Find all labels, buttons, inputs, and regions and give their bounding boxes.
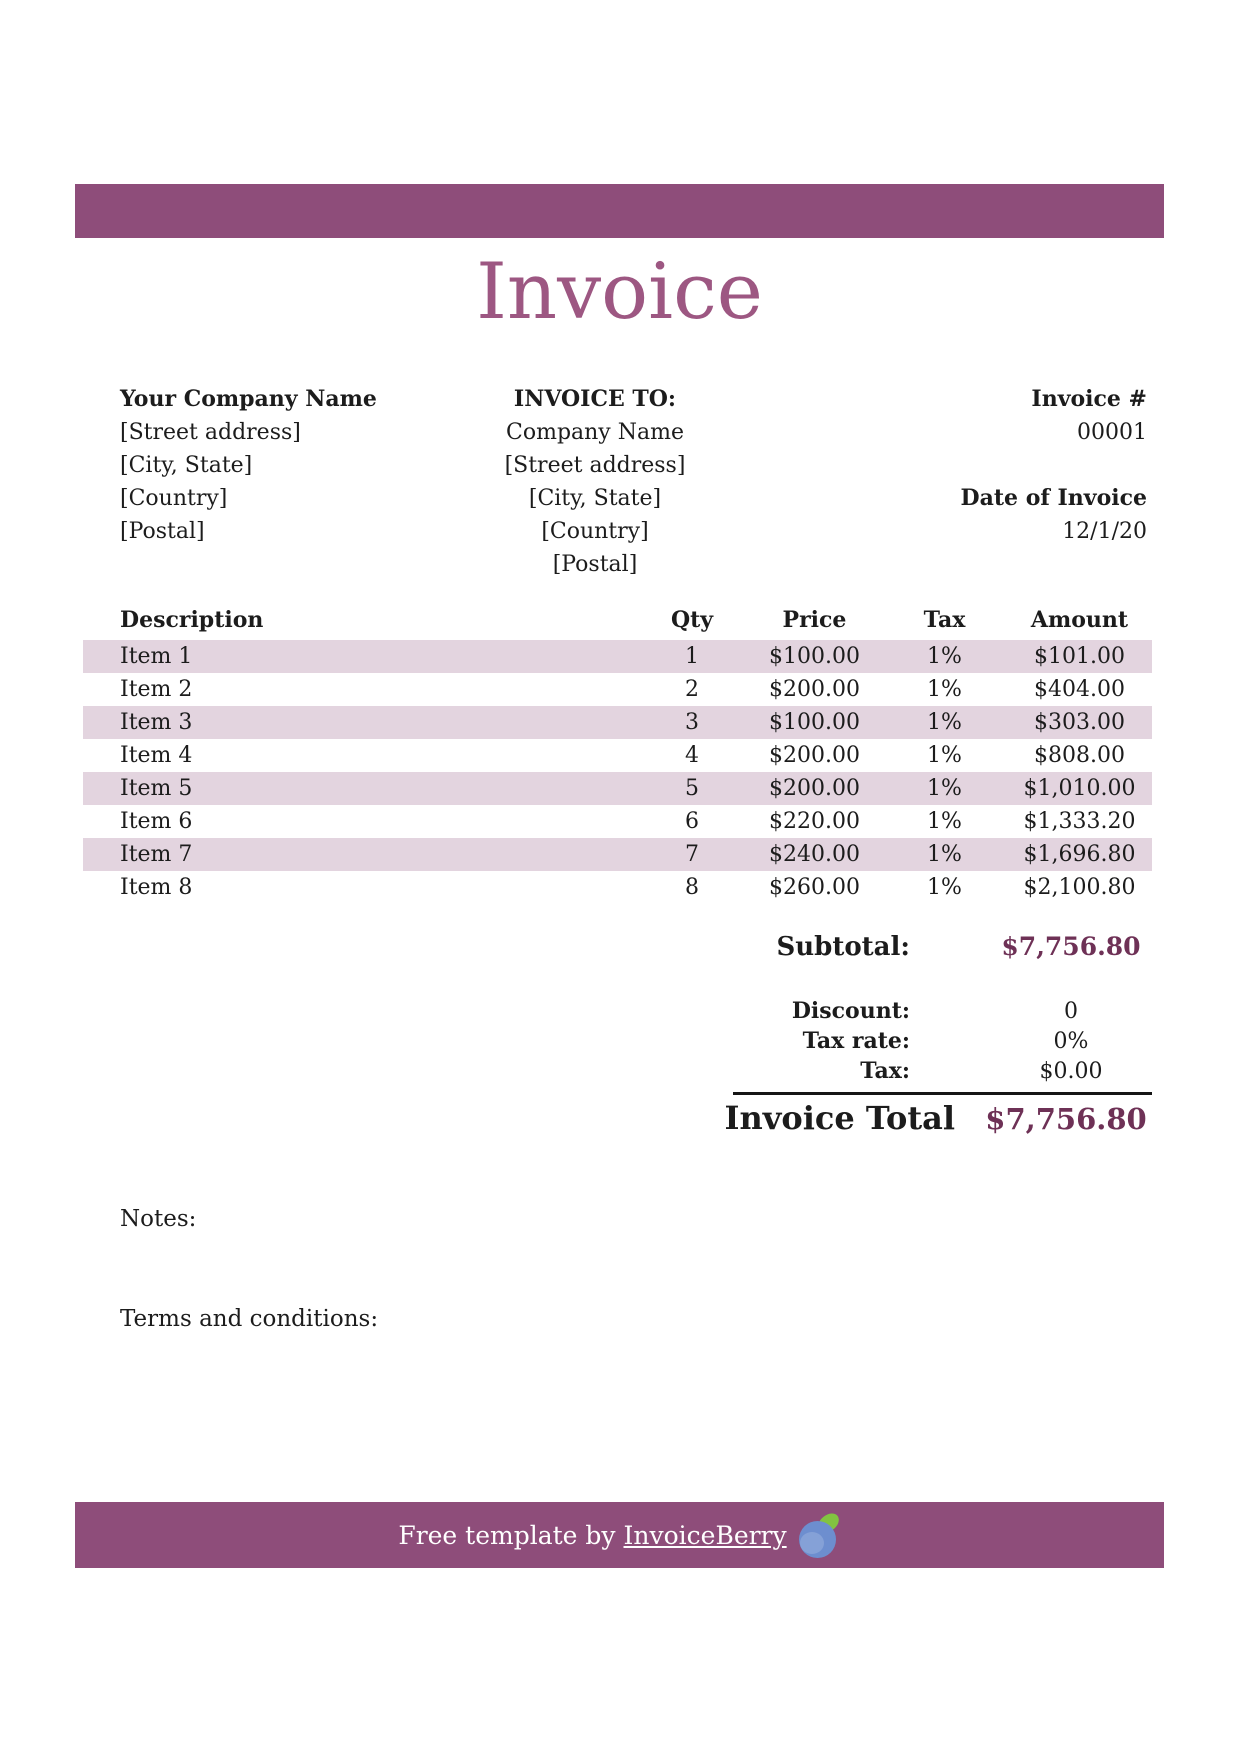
cell-description: Item 5 xyxy=(120,776,193,801)
sender-address-block xyxy=(120,383,440,548)
discount-label: Discount: xyxy=(791,998,910,1024)
cell-tax: 1% xyxy=(927,710,962,735)
tax-rate-label: Tax rate: xyxy=(802,1028,910,1054)
header-accent-bar xyxy=(75,184,1164,238)
invoice-total-label: Invoice Total xyxy=(724,1099,955,1137)
cell-tax: 1% xyxy=(927,776,962,801)
cell-price: $200.00 xyxy=(769,776,860,801)
cell-amount: $808.00 xyxy=(1034,743,1125,768)
cell-qty: 7 xyxy=(685,842,699,867)
cell-tax: 1% xyxy=(927,644,962,669)
cell-price: $100.00 xyxy=(769,710,860,735)
terms-label: Terms and conditions: xyxy=(120,1306,379,1332)
table-row xyxy=(83,838,1152,871)
table-row xyxy=(83,673,1152,706)
bill-to-street: [Street address] xyxy=(504,453,686,478)
cell-amount: $303.00 xyxy=(1034,710,1125,735)
sender-country: [Country] xyxy=(120,486,228,511)
sender-company-name: Your Company Name xyxy=(120,386,377,412)
column-header-description: Description xyxy=(120,607,264,633)
cell-tax: 1% xyxy=(927,809,962,834)
cell-price: $240.00 xyxy=(769,842,860,867)
cell-amount: $1,696.80 xyxy=(1023,842,1136,867)
tax-value: $0.00 xyxy=(1039,1059,1103,1084)
column-header-qty: Qty xyxy=(670,607,714,633)
bill-to-country: [Country] xyxy=(541,519,649,544)
page-title: Invoice xyxy=(476,247,763,337)
cell-price: $200.00 xyxy=(769,743,860,768)
cell-price: $100.00 xyxy=(769,644,860,669)
cell-tax: 1% xyxy=(927,842,962,867)
invoice-total-value: $7,756.80 xyxy=(985,1102,1147,1136)
table-row xyxy=(83,706,1152,739)
cell-qty: 3 xyxy=(685,710,699,735)
cell-amount: $1,333.20 xyxy=(1023,809,1136,834)
bill-to-city-state: [City, State] xyxy=(528,486,662,511)
sender-postal: [Postal] xyxy=(120,519,205,544)
cell-qty: 8 xyxy=(685,875,699,900)
cell-description: Item 8 xyxy=(120,875,193,900)
tax-label: Tax: xyxy=(860,1058,910,1084)
cell-description: Item 3 xyxy=(120,710,193,735)
cell-description: Item 2 xyxy=(120,677,193,702)
cell-description: Item 7 xyxy=(120,842,193,867)
cell-price: $260.00 xyxy=(769,875,860,900)
cell-amount: $404.00 xyxy=(1034,677,1125,702)
cell-tax: 1% xyxy=(927,743,962,768)
bill-to-company: Company Name xyxy=(506,420,684,445)
table-row xyxy=(83,805,1152,838)
table-header-row xyxy=(83,604,1152,640)
spacer xyxy=(847,449,1147,482)
cell-qty: 2 xyxy=(685,677,699,702)
cell-qty: 4 xyxy=(685,743,699,768)
footer-bar xyxy=(75,1502,1164,1568)
table-row xyxy=(83,772,1152,805)
column-header-tax: Tax xyxy=(923,607,966,633)
cell-amount: $101.00 xyxy=(1034,644,1125,669)
discount-value: 0 xyxy=(1064,999,1078,1024)
tax-row xyxy=(600,1056,1152,1086)
bill-to-label: INVOICE TO: xyxy=(513,386,677,412)
cell-tax: 1% xyxy=(927,875,962,900)
subtotal-label: Subtotal: xyxy=(776,932,910,962)
bill-to-address-block xyxy=(430,383,760,581)
tax-rate-row xyxy=(600,1026,1152,1056)
line-items-table xyxy=(83,604,1152,904)
table-row xyxy=(83,871,1152,904)
table-row xyxy=(83,640,1152,673)
invoice-date-value: 12/1/20 xyxy=(1062,519,1147,544)
blueberry-logo-icon xyxy=(799,1514,841,1560)
cell-amount: $2,100.80 xyxy=(1023,875,1136,900)
column-header-price: Price xyxy=(782,607,847,633)
discount-row xyxy=(600,996,1152,1026)
invoiceberry-link[interactable]: InvoiceBerry xyxy=(623,1520,787,1550)
cell-qty: 1 xyxy=(685,644,699,669)
berry-body-icon xyxy=(799,1521,836,1558)
column-header-amount: Amount xyxy=(1030,607,1129,633)
notes-label: Notes: xyxy=(120,1206,197,1232)
invoice-total-row xyxy=(600,1099,1152,1137)
subtotal-row xyxy=(600,932,1152,968)
cell-price: $220.00 xyxy=(769,809,860,834)
invoice-meta-block xyxy=(847,383,1147,548)
subtotal-value: $7,756.80 xyxy=(1001,932,1141,961)
bill-to-postal: [Postal] xyxy=(552,552,638,577)
cell-amount: $1,010.00 xyxy=(1023,776,1136,801)
cell-description: Item 1 xyxy=(120,644,193,669)
cell-description: Item 4 xyxy=(120,743,193,768)
cell-description: Item 6 xyxy=(120,809,193,834)
table-row xyxy=(83,739,1152,772)
invoice-number-label: Invoice # xyxy=(1031,386,1147,412)
sender-city-state: [City, State] xyxy=(120,453,253,478)
invoice-date-label: Date of Invoice xyxy=(960,485,1147,511)
cell-tax: 1% xyxy=(927,677,962,702)
cell-qty: 6 xyxy=(685,809,699,834)
totals-block xyxy=(600,932,1152,1137)
sender-street: [Street address] xyxy=(120,420,301,445)
tax-rate-value: 0% xyxy=(1053,1029,1089,1054)
cell-qty: 5 xyxy=(685,776,699,801)
totals-divider xyxy=(733,1092,1152,1095)
cell-price: $200.00 xyxy=(769,677,860,702)
invoice-number-value: 00001 xyxy=(1077,420,1147,445)
footer-credit-text: Free template by xyxy=(398,1520,624,1550)
